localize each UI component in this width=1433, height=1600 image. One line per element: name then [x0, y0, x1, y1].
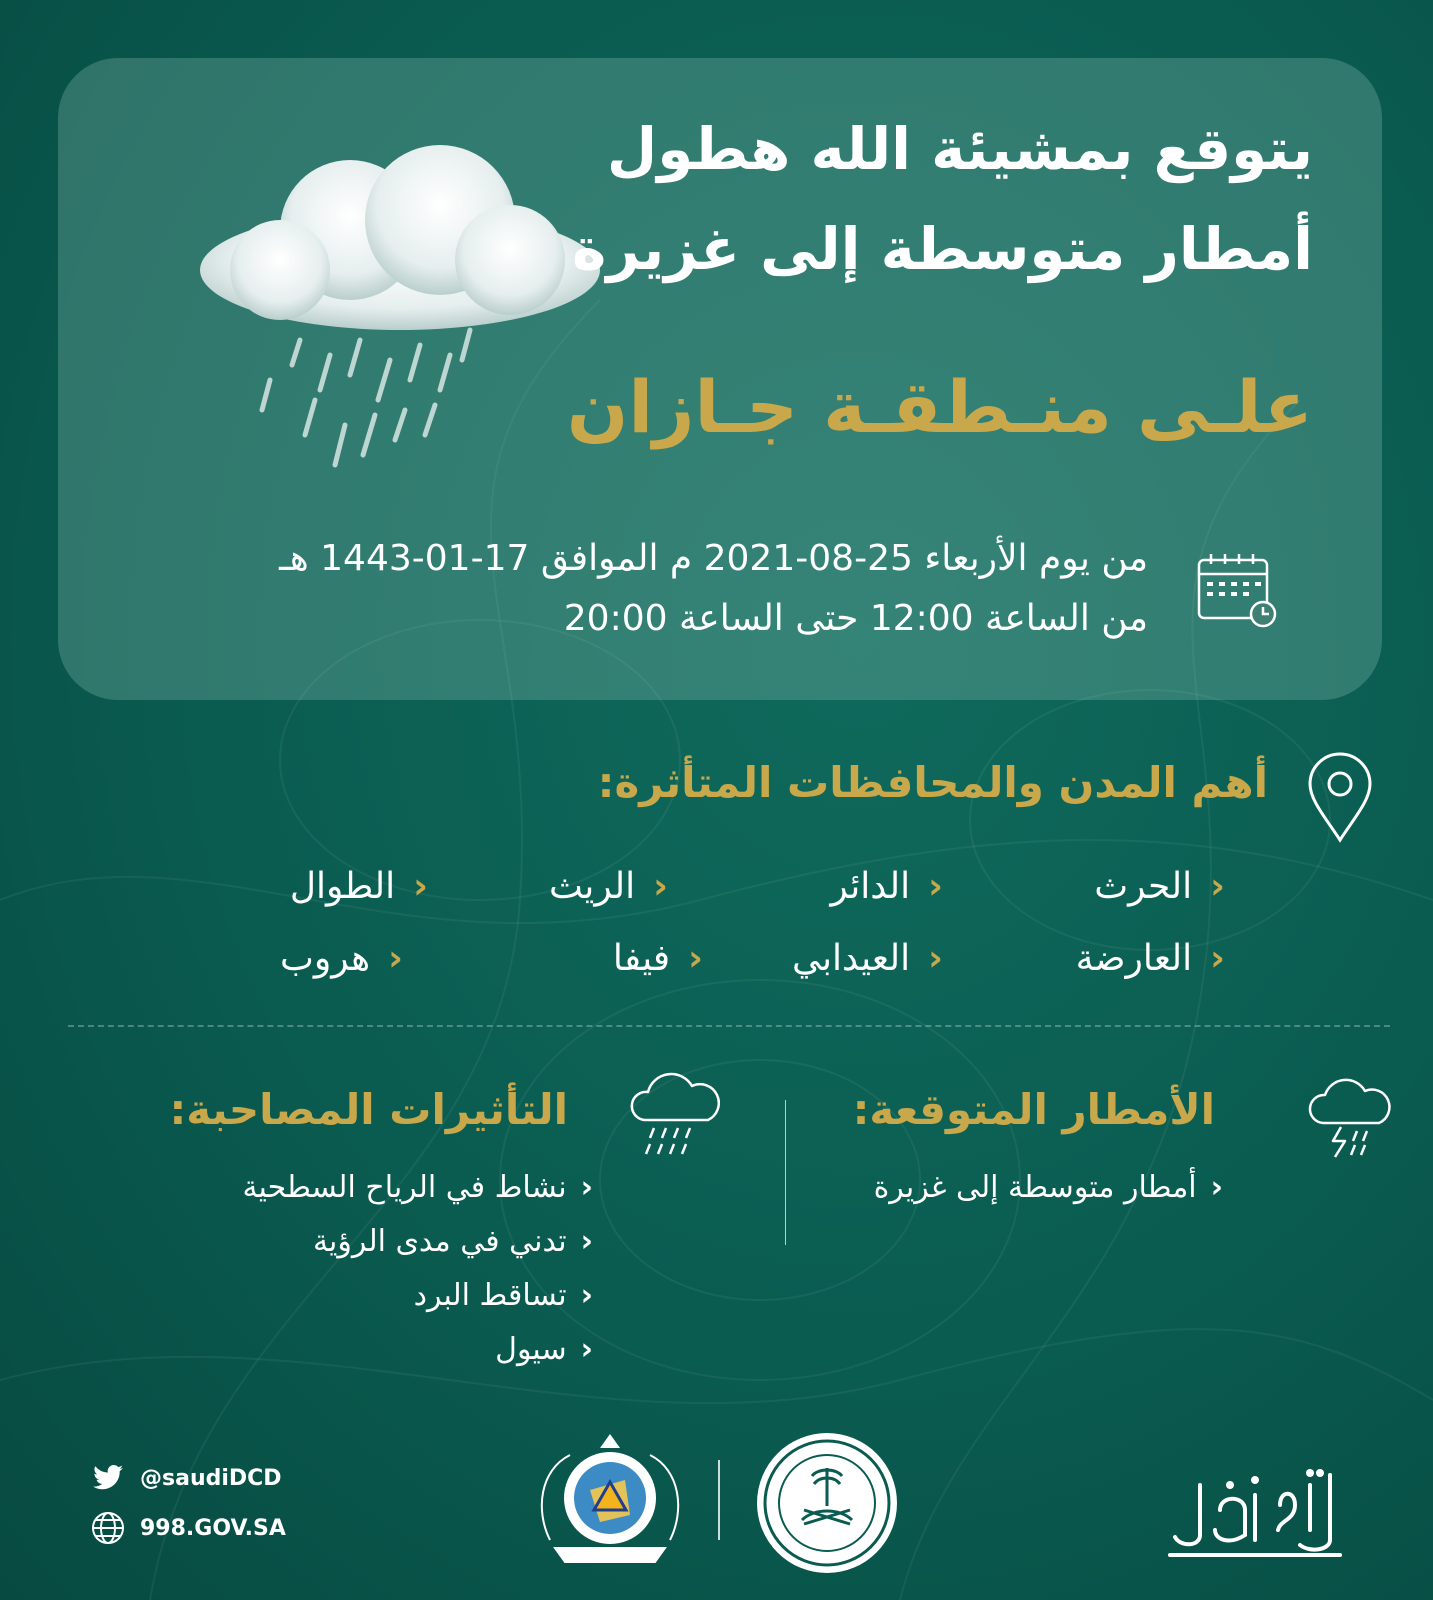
chevron-icon: ‹: [580, 1224, 593, 1259]
location-pin-icon: [1305, 752, 1375, 844]
expected-rain-item: ‹أمطار متوسطة إلى غزيرة: [873, 1170, 1223, 1205]
city-item: ‹العيدابي: [792, 938, 943, 979]
website-link[interactable]: 998.GOV.SA: [90, 1510, 286, 1546]
city-item: ‹فيفا: [612, 938, 703, 979]
motto-logo: [1160, 1455, 1360, 1565]
chevron-icon: ‹: [1210, 1170, 1223, 1205]
headline-line-2: أمطار متوسطة إلى غزيرة: [572, 215, 1313, 283]
city-item: ‹العارضة: [1075, 938, 1225, 979]
rain-icon: [630, 1072, 720, 1162]
region-name: علـى منـطقـة جـازان: [566, 365, 1313, 449]
chevron-icon: ‹: [928, 866, 943, 907]
chevron-icon: ‹: [388, 938, 403, 979]
chevron-icon: ‹: [928, 938, 943, 979]
headline-line-1: يتوقع بمشيئة الله هطول: [606, 115, 1313, 183]
chevron-icon: ‹: [580, 1170, 593, 1205]
chevron-icon: ‹: [688, 938, 703, 979]
rain-cloud-icon: [180, 140, 620, 490]
forecast-date: من يوم الأربعاء 25-08-2021 م الموافق 17-01-1443 هـ: [279, 538, 1148, 579]
city-item: ‹هروب: [280, 938, 403, 979]
effect-item: ‹سيول: [495, 1332, 593, 1367]
city-item: ‹الطوال: [289, 866, 428, 907]
effects-title: التأثيرات المصاحبة:: [169, 1085, 568, 1134]
city-item: ‹الريث: [548, 866, 668, 907]
vertical-divider: [785, 1100, 786, 1245]
effect-item: ‹نشاط في الرياح السطحية: [242, 1170, 593, 1205]
logos-separator: [718, 1460, 720, 1540]
forecast-time: من الساعة 12:00 حتى الساعة 20:00: [563, 598, 1148, 639]
chevron-icon: ‹: [1210, 938, 1225, 979]
chevron-icon: ‹: [413, 866, 428, 907]
effect-item: ‹تدني في مدى الرؤية: [312, 1224, 593, 1259]
twitter-icon: [90, 1460, 126, 1496]
civil-defense-logo: [530, 1430, 690, 1570]
calendar-icon: [1195, 552, 1285, 632]
globe-icon: [90, 1510, 126, 1546]
city-item: ‹الدائر: [830, 866, 943, 907]
chevron-icon: ‹: [653, 866, 668, 907]
ministry-logo: [752, 1428, 902, 1578]
expected-rain-title: الأمطار المتوقعة:: [852, 1085, 1215, 1134]
thunderstorm-icon: [1305, 1075, 1395, 1160]
chevron-icon: ‹: [1210, 866, 1225, 907]
affected-cities-title: أهم المدن والمحافظات المتأثرة:: [597, 758, 1268, 807]
twitter-handle[interactable]: @saudiDCD: [90, 1460, 282, 1496]
chevron-icon: ‹: [580, 1278, 593, 1313]
effect-item: ‹تساقط البرد: [413, 1278, 593, 1313]
section-divider: [68, 1025, 1390, 1027]
city-item: ‹الحرث: [1094, 866, 1225, 907]
chevron-icon: ‹: [580, 1332, 593, 1367]
